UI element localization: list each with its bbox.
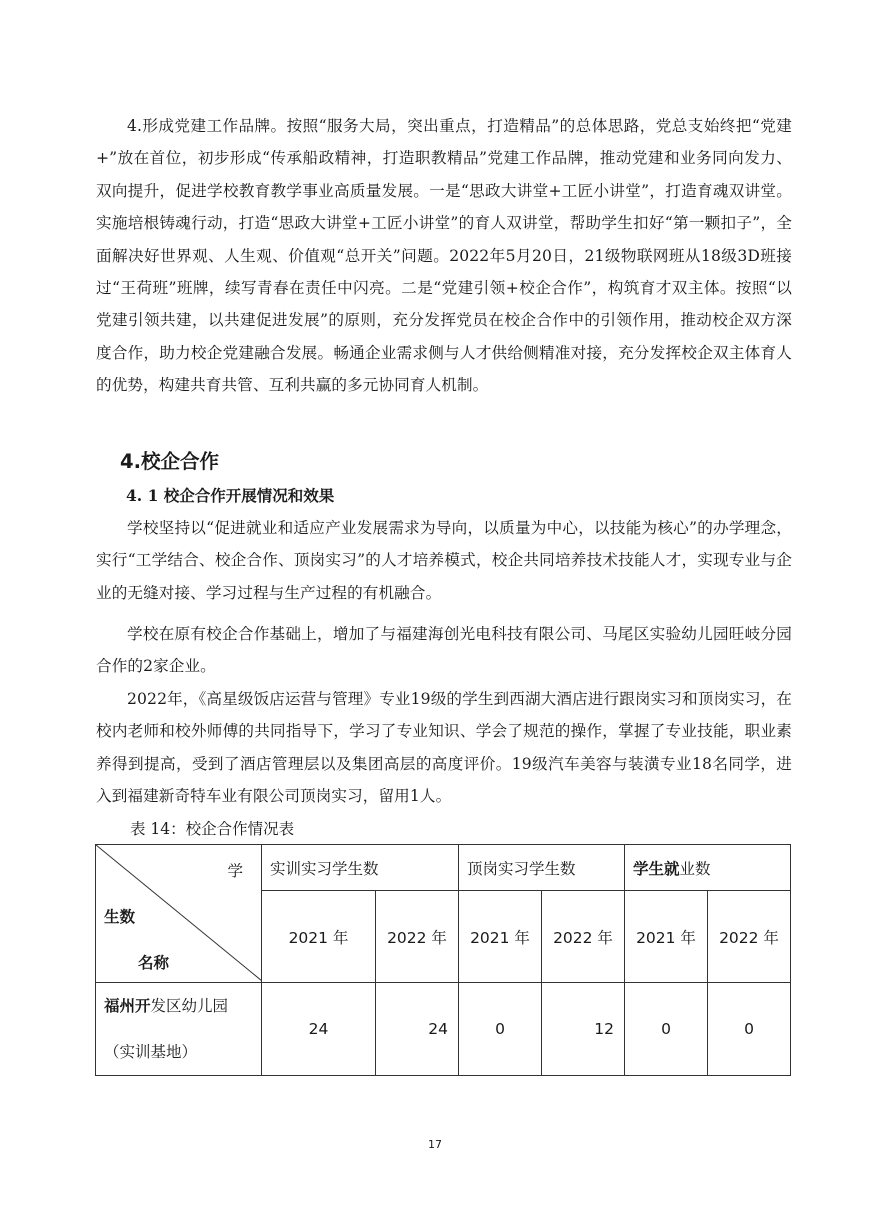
group-header-employment: 学生就业数	[625, 845, 791, 891]
page-number: 17	[428, 1138, 442, 1151]
value-cell: 24	[376, 983, 459, 1076]
table-row	[96, 983, 791, 1076]
value-cell: 0	[625, 983, 708, 1076]
year-header: 2021 年	[625, 891, 708, 983]
body-paragraph: 学校坚持以“促进就业和适应产业发展需求为导向，以质量为中心，以技能为核心”的办学理念，实行“工学结合、校企合作、顶岗实习”的人才培养模式，校企共同培养技术技能人才，实现专业与企业的无缝对接、学习过程与生产过程的有机融合。	[96, 519, 792, 602]
diag-label-bottom: 名称	[138, 954, 170, 972]
value-cell: 0	[459, 983, 542, 1076]
table-caption: 表 14：校企合作情况表	[130, 820, 295, 838]
body-paragraph: 学校在原有校企合作基础上，增加了与福建海创光电科技有限公司、马尾区实验幼儿园旺岐分园合作的2家企业。	[96, 625, 792, 676]
group-header-placement: 顶岗实习学生数	[459, 845, 625, 891]
value-cell: 0	[708, 983, 791, 1076]
group-header-training: 实训实习学生数	[262, 845, 459, 891]
diag-label-mid: 生数	[104, 908, 136, 926]
year-header: 2022 年	[708, 891, 791, 983]
subsection-title: 4. 1 校企合作开展情况和效果	[126, 486, 335, 505]
diagonal-header-cell	[96, 845, 262, 983]
row-name-cell: 福州开发区幼儿园 （实训基地）	[96, 983, 262, 1076]
value-cell: 12	[542, 983, 625, 1076]
value-cell: 24	[262, 983, 376, 1076]
year-header: 2021 年	[262, 891, 376, 983]
body-paragraph: 2022年，《高星级饭店运营与管理》专业19级的学生到西湖大酒店进行跟岗实习和顶岗实习，在校内老师和校外师傅的共同指导下，学习了专业知识、学会了规范的操作，掌握了专业技能，职业素养得到提高，受到了酒店管理层以及集团高层的高度评价。19级汽车美容与装潢专业18名同学，进入到福建新奇特车业有限公司顶岗实习，留用1人。	[96, 690, 792, 806]
year-header: 2022 年	[376, 891, 459, 983]
diag-label-top: 学	[227, 862, 243, 880]
table-header-row	[96, 845, 791, 891]
year-header: 2022 年	[542, 891, 625, 983]
party-brand-paragraph: 4.形成党建工作品牌。按照“服务大局，突出重点，打造精品”的总体思路，党总支始终把“党建+”放在首位，初步形成“传承船政精神，打造职教精品”党建工作品牌，推动党建和业务同向发力、双向提升，促进学校教育教学事业高质量发展。一是“思政大讲堂+工匠小讲堂”，打造育魂双讲堂。实施培根铸魂行动，打造“思政大讲堂+工匠小讲堂”的育人双讲堂，帮助学生扣好“第一颗扣子”，全面解决好世界观、人生观、价值观“总开关”问题。2022年5月20日，21级物联网班从18级3D班接过“王荷班”班牌，续写青春在责任中闪亮。二是“党建引领+校企合作”，构筑育才双主体。按照“以党建引领共建，以共建促进发展”的原则，充分发挥党员在校企合作中的引领作用，推动校企双方深度合作，助力校企党建融合发展。畅通企业需求侧与人才供给侧精准对接，充分发挥校企双主体育人的优势，构建共育共管、互利共赢的多元协同育人机制。	[96, 117, 792, 395]
year-header: 2021 年	[459, 891, 542, 983]
section-title: 4.校企合作	[120, 450, 219, 473]
cooperation-table	[95, 844, 791, 1076]
